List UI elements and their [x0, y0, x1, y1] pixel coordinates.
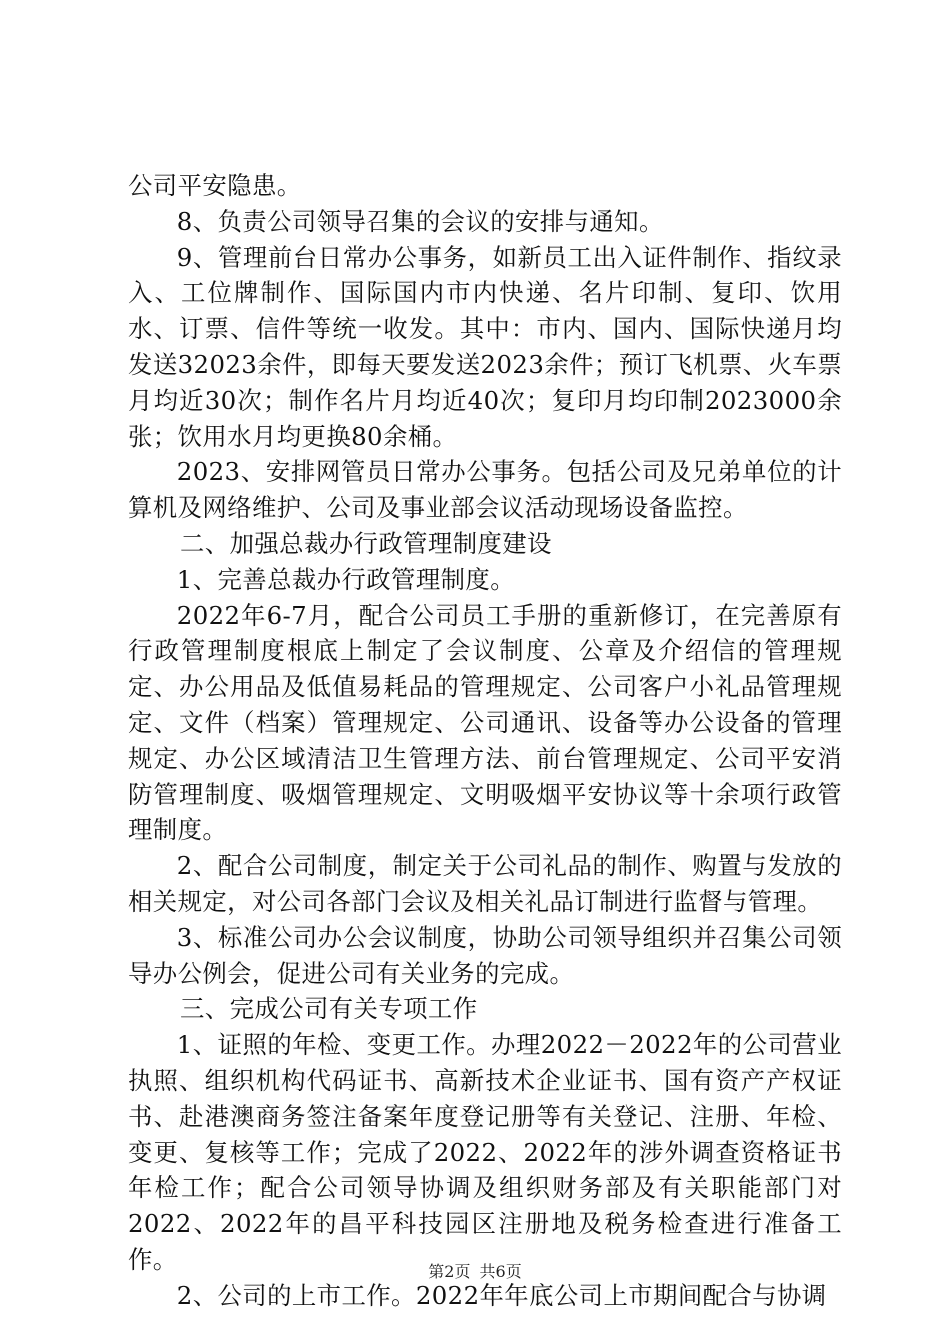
paragraph-subitem-2: 2、配合公司制度，制定关于公司礼品的制作、购置与发放的相关规定，对公司各部门会议及相关礼品订制进行监督与管理。	[128, 851, 842, 916]
section-heading-2: 二、加强总裁办行政管理制度建设	[180, 528, 552, 558]
paragraph-continuation: 公司平安隐患。	[128, 171, 302, 200]
section-heading-3: 三、完成公司有关专项工作	[180, 994, 478, 1024]
page-total: 共6页	[479, 1262, 522, 1281]
paragraph-item-8: 8、负责公司领导召集的会议的安排与通知。	[176, 206, 664, 236]
paragraph-subitem-3: 3、标准公司办公会议制度，协助公司领导组织并召集公司领导办公例会，促进公司有关业务的完成。	[128, 922, 842, 988]
paragraph-subitem-1: 1、完善总裁办行政管理制度。	[176, 564, 515, 594]
paragraph-listing: 2、公司的上市工作。2022年年底公司上市期间配合与协调	[176, 1280, 827, 1310]
paragraph-item-9: 9、管理前台日常办公事务，如新员工出入证件制作、指纹录入、工位牌制作、国际国内市内快递、名片印制、复印、饮用水、订票、信件等统一收发。其中：市内、国内、国际快递月均发送32023余件，即每天要发送2023余件；预订飞机票、火车票月均近30次；制作名片月均近40次；复印月均印制2023000余张；饮用水月均更换80余桶。	[128, 242, 842, 451]
paragraph-regulations: 2022年6-7月，配合公司员工手册的重新修订，在完善原有行政管理制度根底上制定了会议制度、公章及介绍信的管理规定、办公用品及低值易耗品的管理规定、公司客户小礼品管理规定、文件（档案）管理规定、公司通讯、设备等办公设备的管理规定、办公区域清洁卫生管理方法、前台管理规定、公司平安消防管理制度、吸烟管理规定、文明吸烟平安协议等十余项行政管理制度。	[128, 600, 842, 845]
document-body	[128, 168, 842, 1314]
paragraph-item-2023: 2023、安排网管员日常办公事务。包括公司及兄弟单位的计算机及网络维护、公司及事业部会议活动现场设备监控。	[128, 457, 842, 523]
page-number: 第2页	[428, 1262, 471, 1281]
paragraph-licenses: 1、证照的年检、变更工作。办理2022－2022年的公司营业执照、组织机构代码证书、高新技术企业证书、国有资产产权证书、赴港澳商务签注备案年度登记册等有关登记、注册、年检、变更、复核等工作；完成了2022、2022年的涉外调查资格证书年检工作；配合公司领导协调及组织财务部及有关职能部门对2022、2022年的昌平科技园区注册地及税务检查进行准备工作。	[128, 1030, 842, 1274]
page-footer	[0, 1262, 950, 1282]
